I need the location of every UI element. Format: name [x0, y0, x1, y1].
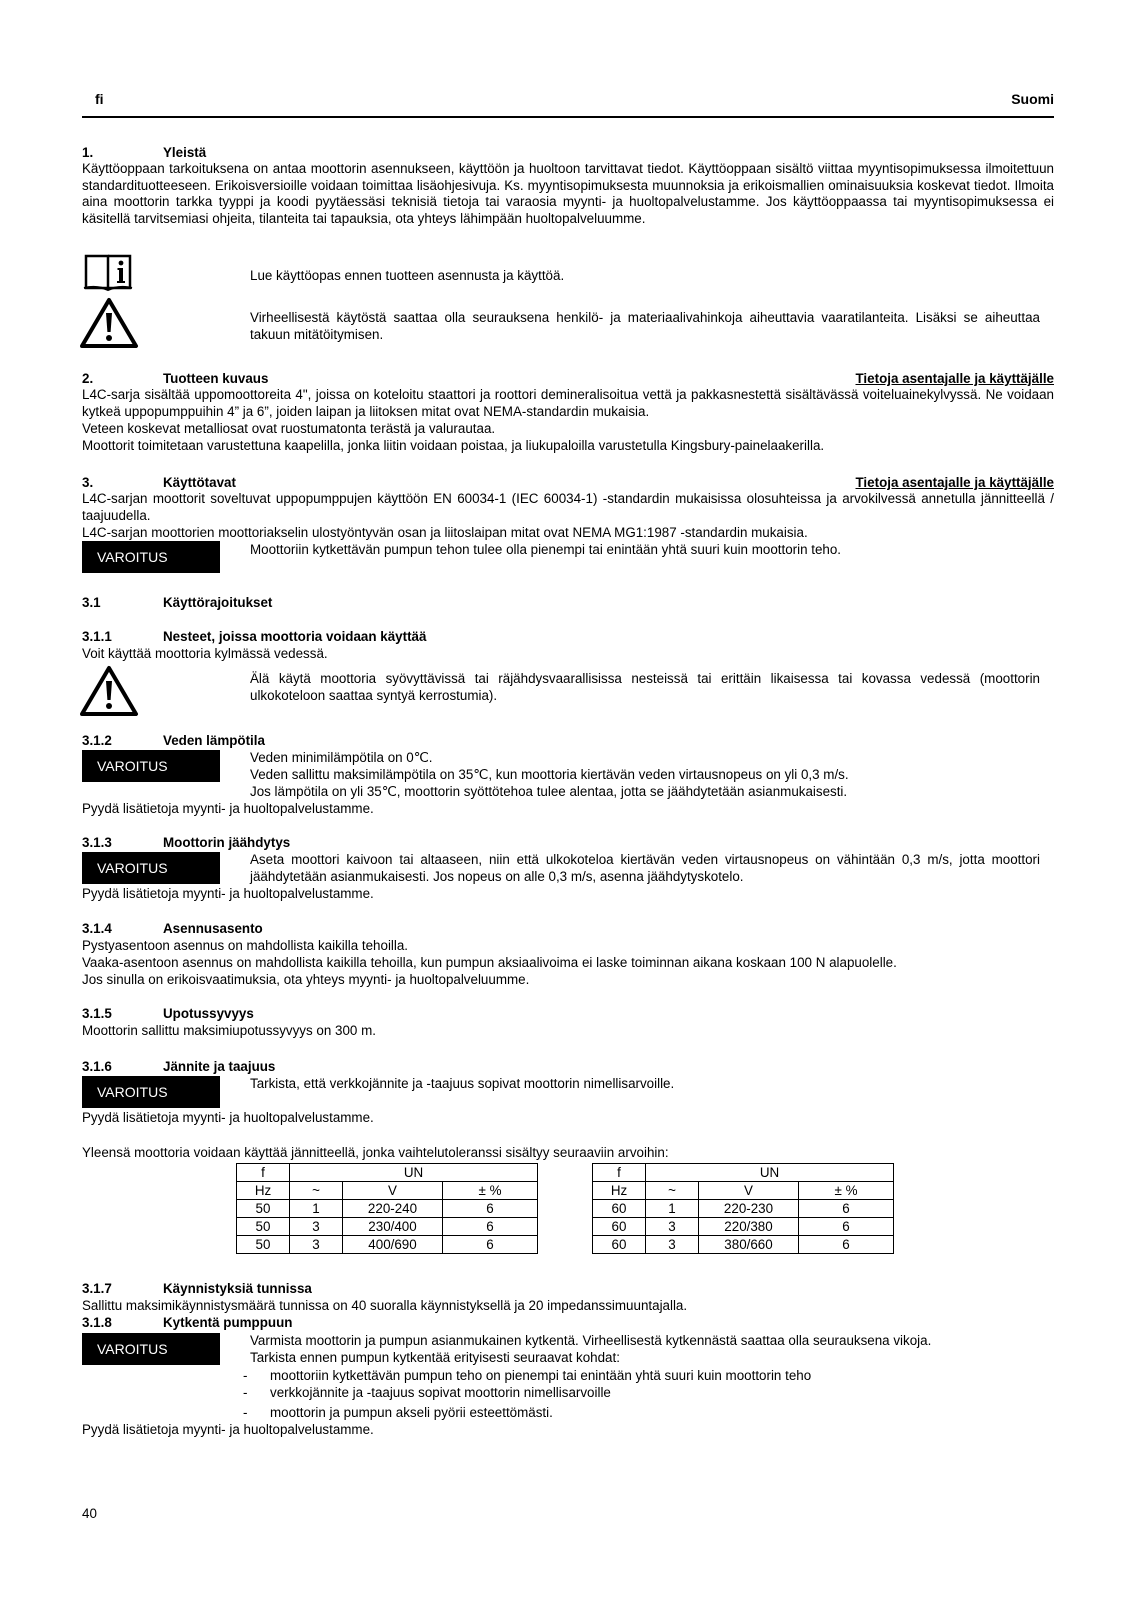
table-cell: 3	[290, 1236, 343, 1254]
table-header-row	[593, 1164, 894, 1182]
table-header-cell: ~	[290, 1182, 343, 1200]
section-3-1-1-warning-note: Älä käytä moottoria syövyttävissä tai räjähdysvaarallisissa nesteissä tai erittäin likaisessa tai kovassa vedessä (moottorin ulkokoteloon saattaa syntyä kerrostumia).	[250, 671, 1040, 703]
table-cell: 50	[237, 1218, 290, 1236]
table-cell: 60	[593, 1218, 646, 1236]
table-cell: 3	[646, 1236, 699, 1254]
section-3-1-3-heading	[82, 835, 290, 852]
section-title: Kytkentä pumppuun	[163, 1315, 293, 1330]
section-3-1-4-line-1: Pystyasentoon asennus on mahdollista kaikilla tehoilla.	[82, 938, 409, 953]
section-3-1-1-p1: Voit käyttää moottoria kylmässä vedessä.	[82, 646, 328, 661]
section-number: 3.1.1	[82, 629, 112, 644]
table-header-cell: UN	[646, 1164, 894, 1182]
table-row	[237, 1236, 538, 1254]
list-item	[243, 1405, 553, 1422]
warning-label: VAROITUS	[82, 541, 220, 573]
list-item-text: moottorin ja pumpun akseli pyörii esteettömästi.	[270, 1405, 553, 1420]
table-cell: 400/690	[343, 1236, 443, 1254]
table-cell: 230/400	[343, 1218, 443, 1236]
section-3-1-6-intro: Yleensä moottoria voidaan käyttää jännitteellä, jonka vaihtelutoleranssi sisältyy seuraaviin arvoihin:	[82, 1145, 669, 1160]
section-number: 3.1.3	[82, 835, 112, 850]
table-cell: 6	[799, 1200, 894, 1218]
section-number: 3.1.2	[82, 733, 112, 748]
section-title: Asennusasento	[163, 921, 263, 936]
section-title: Upotussyvyys	[163, 1006, 254, 1021]
section-3-1-8-footer: Pyydä lisätietoja myynti- ja huoltopalvelustamme.	[82, 1422, 374, 1437]
header-lang-name: Suomi	[1011, 91, 1054, 107]
section-2-audience: Tietoja asentajalle ja käyttäjälle	[855, 371, 1054, 386]
table-cell: 3	[290, 1218, 343, 1236]
table-header-cell: ~	[646, 1182, 699, 1200]
table-row	[237, 1200, 538, 1218]
section-number: 3.1.4	[82, 921, 112, 936]
list-item	[243, 1385, 611, 1402]
table-header-cell: Hz	[237, 1182, 290, 1200]
table-header-row	[237, 1182, 538, 1200]
section-number: 3.1.7	[82, 1281, 112, 1296]
section-3-1-6-heading	[82, 1059, 275, 1076]
section-2-p3: Moottorit toimitetaan varustettuna kaapelilla, jonka liitin voidaan poistaa, ja liukupaloilla varustetulla Kingsbury-painelaakerilla.	[82, 438, 825, 453]
table-row	[237, 1218, 538, 1236]
section-title: Veden lämpötila	[163, 733, 265, 748]
section-number: 3.	[82, 475, 94, 490]
table-cell: 1	[646, 1200, 699, 1218]
section-2-p1: L4C-sarja sisältää uppomoottoreita 4", joissa on koteloitu staattori ja roottori demineralisoitua vettä ja pakkasnestettä sisältävässä voiteluainekylvyssä. Ne voidaan kytkeä uppopumppuihin 4” ja 6”, joiden laipan ja liitoksen mitat ovat NEMA-standardin mukaisia.	[82, 387, 1054, 419]
warning-triangle-icon	[78, 296, 140, 350]
warning-label: VAROITUS	[82, 1333, 220, 1365]
section-title: Käyttörajoitukset	[163, 595, 273, 610]
warning-note: Virheellisestä käytöstä saattaa olla seurauksena henkilö- ja materiaalivahinkoja aiheuttavia vaaratilanteita. Lisäksi se aiheuttaa takuun mitätöitymisen.	[250, 310, 1040, 342]
section-3-1-6-footer: Pyydä lisätietoja myynti- ja huoltopalvelustamme.	[82, 1110, 374, 1125]
table-header-cell: V	[699, 1182, 799, 1200]
list-item-text: verkkojännite ja -taajuus sopivat moottorin nimellisarvoille	[270, 1385, 611, 1400]
table-cell: 50	[237, 1236, 290, 1254]
warning-label: VAROITUS	[82, 750, 220, 782]
section-title: Käynnistyksiä tunnissa	[163, 1281, 312, 1296]
table-row	[593, 1200, 894, 1218]
section-number: 3.1.8	[82, 1315, 112, 1330]
table-header-cell: f	[237, 1164, 290, 1182]
table-row	[593, 1236, 894, 1254]
table-header-cell: f	[593, 1164, 646, 1182]
table-header-row	[593, 1182, 894, 1200]
table-header-cell: UN	[290, 1164, 538, 1182]
table-cell: 220-240	[343, 1200, 443, 1218]
voltage-table-60hz	[592, 1163, 894, 1254]
warning-label: VAROITUS	[82, 1076, 220, 1108]
section-number: 2.	[82, 371, 94, 386]
section-3-1-3-footer: Pyydä lisätietoja myynti- ja huoltopalvelustamme.	[82, 886, 374, 901]
table-cell: 6	[799, 1218, 894, 1236]
section-title: Nesteet, joissa moottoria voidaan käyttää	[163, 629, 427, 644]
list-bullet: -	[243, 1405, 248, 1420]
section-number: 3.1.5	[82, 1006, 112, 1021]
section-number: 1.	[82, 145, 94, 160]
section-3-1-1-heading	[82, 629, 426, 646]
section-3-1-6-warning-text: Tarkista, että verkkojännite ja -taajuus sopivat moottorin nimellisarvoille.	[250, 1076, 675, 1091]
list-bullet: -	[243, 1368, 248, 1383]
section-number: 3.1	[82, 595, 101, 610]
section-3-1-7-heading	[82, 1281, 312, 1298]
table-header-cell: V	[343, 1182, 443, 1200]
header-rule	[82, 116, 1054, 118]
table-cell: 220/380	[699, 1218, 799, 1236]
section-3-1-8-heading	[82, 1315, 292, 1332]
warning-triangle-icon	[78, 664, 140, 718]
manual-info-icon	[82, 252, 138, 292]
section-3-1-4-line-2: Vaaka-asentoon asennus on mahdollista kaikilla tehoilla, kun pumpun aksiaalivoima ei laske toiminnan aikana koskaan 100 N alapuolelle.	[82, 955, 897, 970]
voltage-table-50hz	[236, 1163, 538, 1254]
table-cell: 60	[593, 1200, 646, 1218]
list-item	[243, 1368, 811, 1385]
section-3-1-4-line-3: Jos sinulla on erikoisvaatimuksia, ota yhteys myynti- ja huoltopalveluumme.	[82, 972, 530, 987]
info-note: Lue käyttöopas ennen tuotteen asennusta ja käyttöä.	[250, 268, 565, 283]
section-2-heading	[82, 371, 268, 388]
section-3-1-heading	[82, 595, 272, 612]
table-cell: 50	[237, 1200, 290, 1218]
section-3-1-3-text: Aseta moottori kaivoon tai altaaseen, niin että ulkokoteloa kiertävän veden virtausnopeus on vähintään 0,3 m/s, jotta moottori jäähdytetään asianmukaisesti. Jos nopeus on alle 0,3 m/s, asenna jäähdytyskotelo.	[250, 852, 1040, 884]
list-item-text: moottoriin kytkettävän pumpun teho on pienempi tai enintään yhtä suuri kuin moottorin teho	[270, 1368, 812, 1383]
section-3-1-8-line-1: Varmista moottorin ja pumpun asianmukainen kytkentä. Virheellisestä kytkennästä saattaa olla seurauksena vikoja.	[250, 1333, 932, 1348]
list-bullet: -	[243, 1385, 248, 1400]
section-3-1-2-footer: Pyydä lisätietoja myynti- ja huoltopalvelustamme.	[82, 801, 374, 816]
table-header-cell: ± %	[799, 1182, 894, 1200]
warning-label: VAROITUS	[82, 852, 220, 884]
section-title: Yleistä	[163, 145, 207, 160]
section-3-warning-text: Moottoriin kytkettävän pumpun tehon tulee olla pienempi tai enintään yhtä suuri kuin moottorin teho.	[250, 542, 842, 557]
section-title: Jännite ja taajuus	[163, 1059, 276, 1074]
section-3-1-2-line-1: Veden minimilämpötila on 0℃.	[250, 750, 433, 765]
table-header-cell: Hz	[593, 1182, 646, 1200]
section-number: 3.1.6	[82, 1059, 112, 1074]
table-cell: 3	[646, 1218, 699, 1236]
table-cell: 380/660	[699, 1236, 799, 1254]
section-3-audience: Tietoja asentajalle ja käyttäjälle	[855, 475, 1054, 490]
section-1-body: Käyttöoppaan tarkoituksena on antaa moottorin asennukseen, käyttöön ja huoltoon tarvittavat tiedot. Käyttöoppaan sisältö viittaa myyntisopimuksessa ilmoitettuun standardituotteeseen. Erikoisversioille voidaan toimittaa lisäohjesivuja. Ks. myyntisopimuksesta muunnoksia ja erikoismallien ominaisuuksia koskevat tiedot. Ilmoita aina moottorin tarkka tyyppi ja koodi pyytäessäsi teknisiä tietoja tai varaosia myynti- ja huoltopalvelustamme. Jos käyttöoppaassa tai myyntisopimuksessa ei käsitellä tarvitsemiasi ohjeita, tilanteita tai tapauksia, ota yhteys lähimpään huoltopalveluumme.	[82, 161, 1054, 226]
section-3-1-2-line-2: Veden sallittu maksimilämpötila on 35℃, kun moottoria kiertävän veden virtausnopeus on yli 0,3 m/s.	[250, 767, 849, 782]
table-cell: 60	[593, 1236, 646, 1254]
header-lang-code: fi	[95, 91, 104, 107]
table-cell: 6	[799, 1236, 894, 1254]
section-3-p2: L4C-sarjan moottorien moottoriakselin ulostyöntyvän osan ja liitoslaipan mitat ovat NEMA MG1:1987 -standardin mukaisia.	[82, 525, 808, 540]
table-cell: 1	[290, 1200, 343, 1218]
table-row	[593, 1218, 894, 1236]
section-3-1-5-heading	[82, 1006, 254, 1023]
section-3-1-2-heading	[82, 733, 265, 750]
section-3-p1: L4C-sarjan moottorit soveltuvat uppopumppujen käyttöön EN 60034-1 (IEC 60034-1) -standardin mukaisissa olosuhteissa ja arvokilvessä annetulla jännitteellä / taajuudella.	[82, 491, 1054, 523]
section-1-heading	[82, 145, 206, 162]
table-header-cell: ± %	[443, 1182, 538, 1200]
section-title: Tuotteen kuvaus	[163, 371, 269, 386]
section-2-p2: Veteen koskevat metalliosat ovat ruostumatonta terästä ja valurautaa.	[82, 421, 496, 436]
section-3-heading	[82, 475, 236, 492]
section-3-1-8-line-2: Tarkista ennen pumpun kytkentää erityisesti seuraavat kohdat:	[250, 1350, 620, 1365]
table-cell: 6	[443, 1200, 538, 1218]
section-title: Käyttötavat	[163, 475, 236, 490]
section-3-1-7-text: Sallittu maksimikäynnistysmäärä tunnissa on 40 suoralla käynnistyksellä ja 20 impedanssimuuntajalla.	[82, 1298, 688, 1313]
page-number: 40	[82, 1506, 97, 1521]
table-header-row	[237, 1164, 538, 1182]
table-cell: 6	[443, 1218, 538, 1236]
table-cell: 6	[443, 1236, 538, 1254]
table-cell: 220-230	[699, 1200, 799, 1218]
section-3-1-2-line-3: Jos lämpötila on yli 35℃, moottorin syöttötehoa tulee alentaa, jotta se jäähdytetään asianmukaisesti.	[250, 784, 848, 799]
section-3-1-4-heading	[82, 921, 263, 938]
section-title: Moottorin jäähdytys	[163, 835, 291, 850]
section-3-1-5-text: Moottorin sallittu maksimiupotussyvyys on 300 m.	[82, 1023, 376, 1038]
